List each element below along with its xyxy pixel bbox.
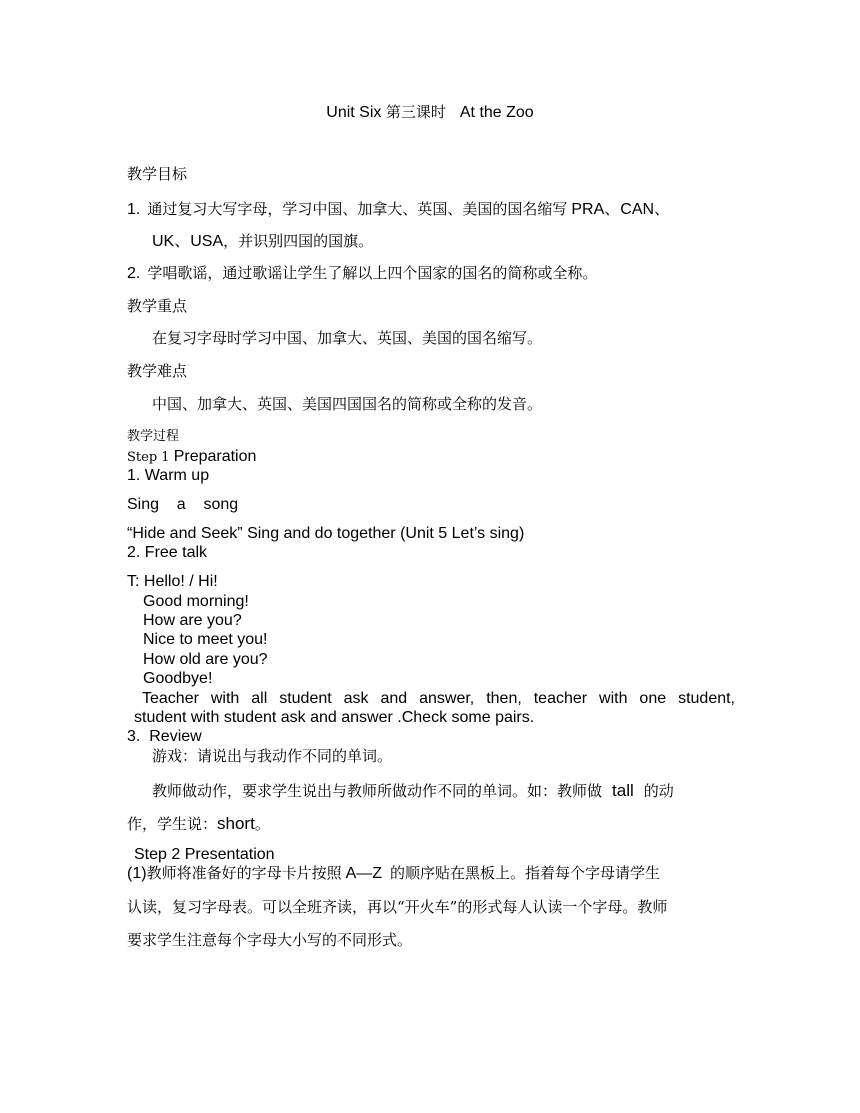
- dialogue-goodbye: Goodbye!: [143, 670, 213, 687]
- title-english-part2: At the Zoo: [459, 104, 534, 121]
- title-chinese: 第三课时: [385, 103, 446, 121]
- teacher-action-line-2: 作，学生说：short。: [127, 814, 270, 833]
- step-1-heading: Step 1 Preparation: [127, 448, 257, 465]
- dialogue-nice-to-meet: Nice to meet you!: [143, 631, 268, 648]
- objective-1-number: 1.: [127, 201, 141, 218]
- game-text: 游戏：请说出与我动作不同的单词。: [152, 747, 393, 765]
- objective-2: 2. 学唱歌谣，通过歌谣让学生了解以上四个国家的国名的简称或全称。: [127, 264, 598, 282]
- dialogue-how-are-you: How are you?: [143, 612, 242, 629]
- free-talk-heading: 2. Free talk: [127, 544, 208, 561]
- presentation-line-1: (1)教师将准备好的字母卡片按照 A—Z 的顺序贴在黑板上。指着每个字母请学生: [127, 864, 661, 882]
- difficulties-heading: 教学难点: [127, 362, 188, 380]
- dialogue-hello: T: Hello! / Hi!: [127, 573, 218, 590]
- dialogue-good-morning: Good morning!: [143, 593, 249, 610]
- page-title: [0, 104, 860, 121]
- difficulties-text: 中国、加拿大、英国、美国四国国名的简称或全称的发音。: [152, 395, 543, 413]
- teacher-action-line-1: 教师做动作，要求学生说出与教师所做动作不同的单词。如：教师做 tall 的动: [152, 781, 674, 800]
- presentation-line-3: 要求学生注意每个字母大小写的不同形式。: [127, 931, 413, 949]
- teacher-instruction-line-1: Teacher with all student ask and answer, then, teacher with one student,: [142, 690, 735, 707]
- review-heading: 3. Review: [127, 728, 202, 745]
- hide-and-seek-line: “Hide and Seek” Sing and do together (Unit 5 Let’s sing): [127, 525, 525, 542]
- objective-1-line-1: 1. 通过复习大写字母，学习中国、加拿大、英国、美国的国名缩写 PRA、CAN、: [127, 200, 671, 218]
- objective-2-number: 2.: [127, 265, 141, 282]
- step-2-heading: Step 2 Presentation: [134, 846, 275, 863]
- key-points-text: 在复习字母时学习中国、加拿大、英国、美国的国名缩写。: [152, 329, 543, 347]
- key-points-heading: 教学重点: [127, 297, 188, 315]
- title-english-part1: Unit Six: [326, 104, 386, 121]
- teacher-instruction-line-2: student with student ask and answer .Check some pairs.: [134, 709, 535, 726]
- objectives-heading: 教学目标: [127, 165, 188, 183]
- presentation-line-2: 认读，复习字母表。可以全班齐读，再以“开火车”的形式每人认读一个字母。教师: [127, 898, 668, 916]
- objective-1-line-2: UK、USA，并识别四国的国旗。: [152, 232, 374, 250]
- process-heading: 教学过程: [127, 429, 180, 444]
- warm-up-heading: 1. Warm up: [127, 467, 210, 484]
- dialogue-how-old: How old are you?: [143, 651, 268, 668]
- sing-a-song: Sing a song: [127, 496, 239, 513]
